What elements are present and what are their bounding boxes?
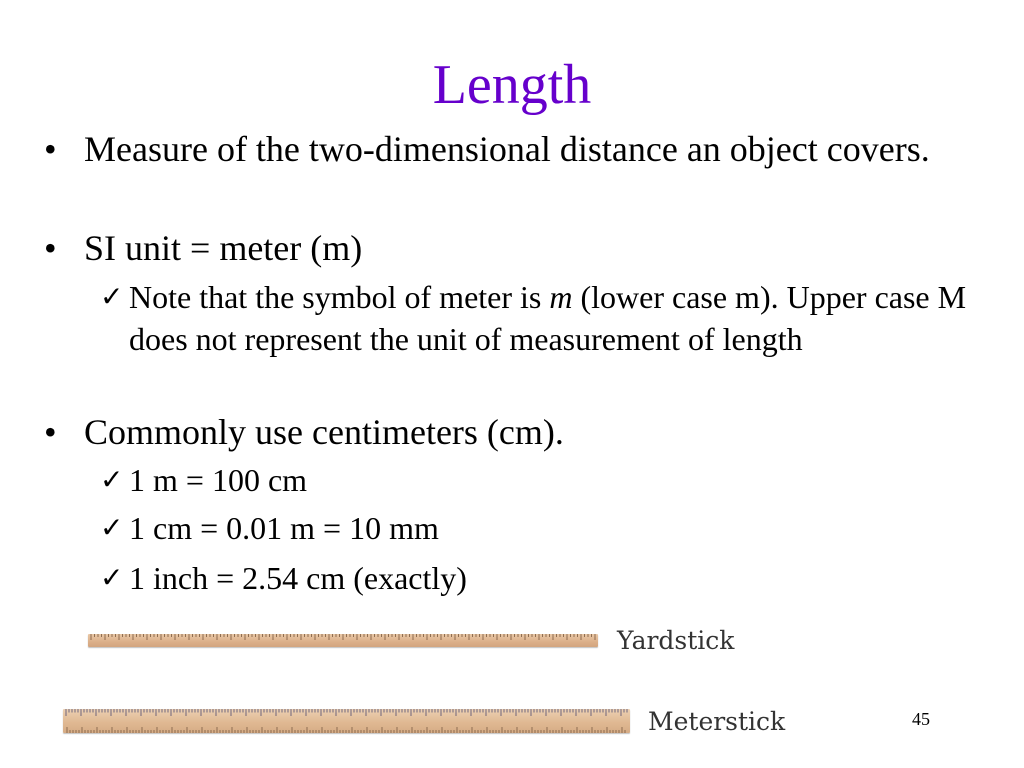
meterstick-ticks	[63, 709, 630, 733]
bullet-marker: •	[44, 412, 57, 452]
meterstick-label: Meterstick	[648, 707, 786, 736]
note-text-start: Note that the symbol of meter is	[129, 279, 550, 315]
sub-bullet-text: 1 m = 100 cm	[129, 462, 308, 498]
bullet-item	[44, 127, 984, 171]
meterstick-image	[63, 709, 630, 733]
slide-title: Length	[432, 54, 592, 116]
bullet-marker: •	[44, 129, 57, 169]
yardstick-ticks	[88, 634, 598, 647]
bullet-text: SI unit = meter (m)	[84, 228, 363, 268]
page-number: 45	[912, 709, 930, 729]
yardstick-label: Yardstick	[617, 626, 735, 655]
bullet-text: Measure of the two-dimensional distance an object covers.	[84, 129, 930, 169]
note-text-end: (lower case m). Upper case M does not represent the unit of measurement of length	[129, 279, 967, 357]
sub-bullet-text	[129, 276, 980, 360]
checkmark-icon: ✓	[100, 561, 124, 594]
sub-bullet-item	[100, 557, 980, 599]
bullet-item	[44, 410, 984, 454]
meter-symbol: m	[549, 279, 573, 315]
bullet-item	[44, 226, 984, 270]
sub-bullet-item	[100, 276, 980, 360]
checkmark-icon: ✓	[100, 280, 124, 313]
bullet-marker: •	[44, 228, 57, 268]
checkmark-icon: ✓	[100, 463, 124, 496]
yardstick-image	[88, 634, 598, 647]
checkmark-icon: ✓	[100, 511, 124, 544]
sub-bullet-text: 1 cm = 0.01 m = 10 mm	[129, 510, 439, 546]
sub-bullet-text: 1 inch = 2.54 cm (exactly)	[129, 560, 467, 596]
sub-bullet-item	[100, 459, 980, 501]
sub-bullet-item	[100, 507, 980, 549]
bullet-text: Commonly use centimeters (cm).	[84, 412, 564, 452]
